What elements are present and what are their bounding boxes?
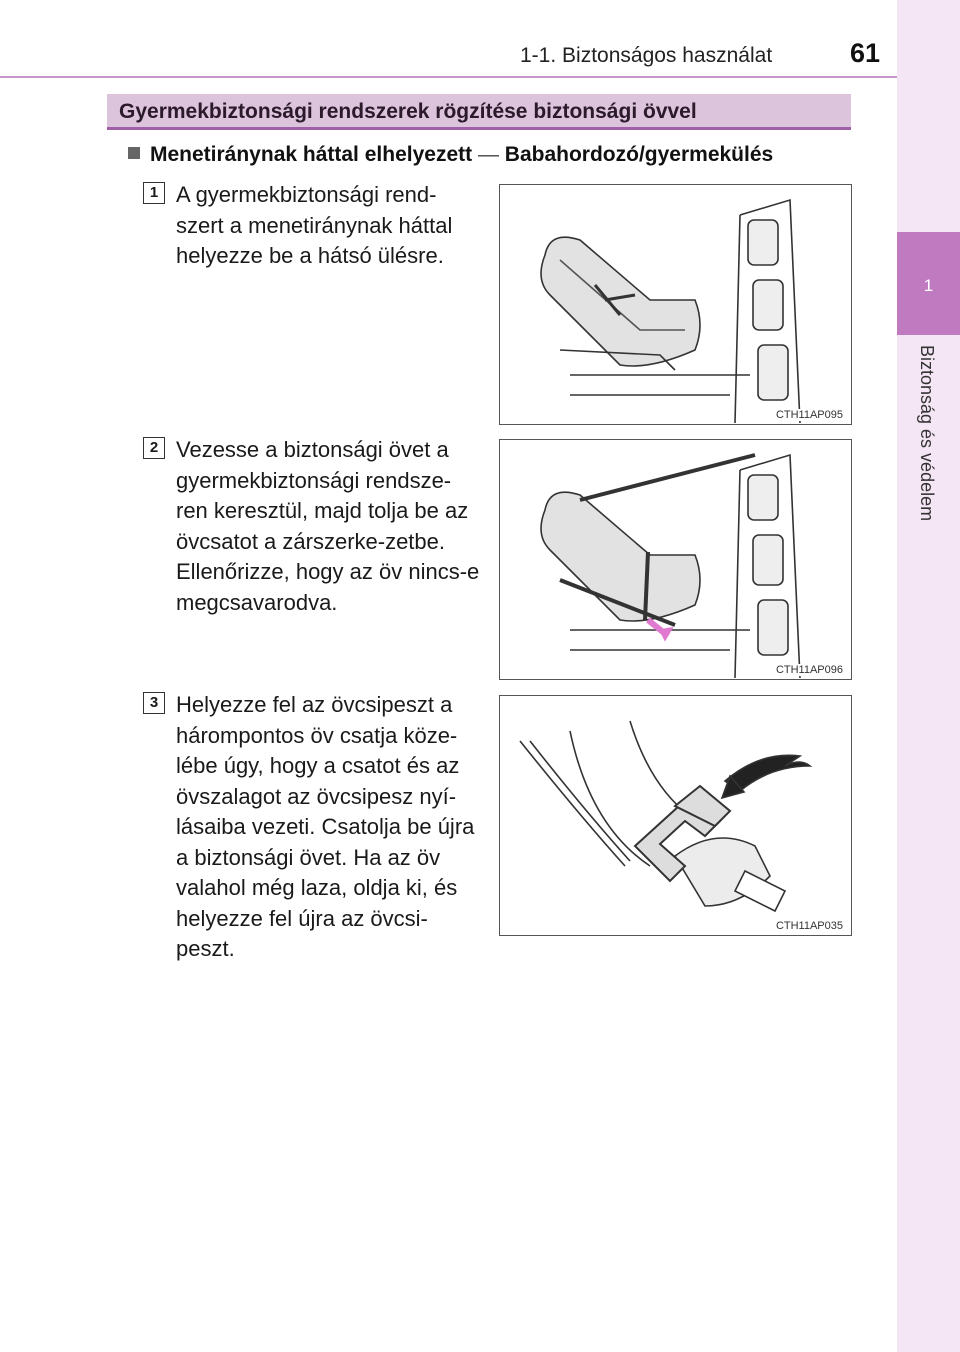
step-number-1: 1 [143,182,165,204]
locking-clip-icon [500,696,850,934]
section-header [107,94,851,130]
figure-locking-clip [499,695,852,936]
chapter-sidebar [897,0,960,1352]
section-title: Gyermekbiztonsági rendszerek rögzítése biztonsági övvel [119,100,697,123]
figure-belt-through-seat [499,439,852,680]
header-divider [0,76,897,78]
subheading-suffix: Babahordozó/gyermekülés [504,143,774,166]
step-text-3: Helyezze fel az övcsipeszt a hárompontos öv csatja köze-lébe úgy, hogy a csatot és az övszalagot az övcsipesz nyí-lásaiba vezeti. Csatolja be újra a biztonsági övet. Ha az öv valahol még laza, oldja ki, és helyezze fel újra az övcsi-peszt. [176,692,475,961]
step-text-1: A gyermekbiztonsági rend-szert a menetiránynak háttal helyezze be a hátsó ülésre. [176,182,453,268]
figure-code-2: CTH11AP096 [775,664,843,676]
subheading [128,143,773,167]
chapter-title: Biztonság és védelem [917,345,937,522]
figure-code-1: CTH11AP095 [775,409,843,421]
belt-routing-icon [500,440,850,678]
figure-child-seat-placed [499,184,852,425]
page-number: 61 [850,38,881,68]
subheading-dash: — [477,143,499,166]
step-number-2: 2 [143,437,165,459]
subheading-prefix: Menetiránynak háttal elhelyezett [150,143,473,166]
step-number-3: 3 [143,692,165,714]
chapter-number: 1 [923,276,934,295]
child-seat-rear-facing-icon [500,185,850,423]
figure-code-3: CTH11AP035 [775,920,843,932]
step-text-2: Vezesse a biztonsági övet a gyermekbiztonsági rendsze-ren keresztül, majd tolja be az övcsatot a zárszerke-zetbe. Ellenőrizze, hogy az öv nincs-e megcsavarodva. [176,437,480,615]
running-header: 1-1. Biztonságos használat [520,44,773,67]
square-bullet-icon [128,147,140,159]
